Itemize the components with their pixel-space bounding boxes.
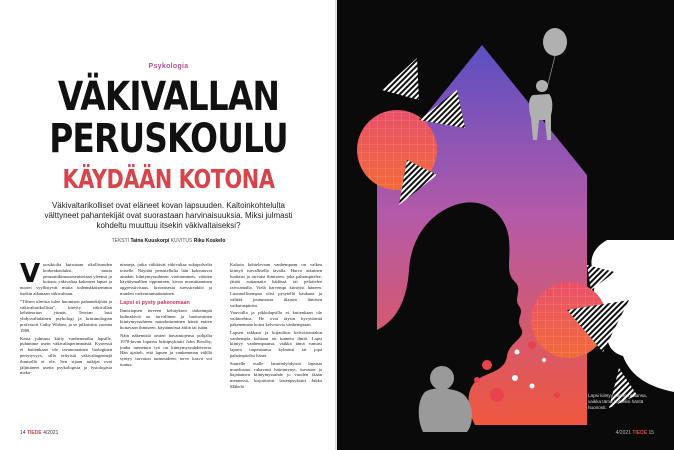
byline-author: Taina Kuuskorpi (130, 238, 170, 244)
issue-number: 4/2021 (43, 430, 59, 436)
dot (512, 375, 518, 381)
dot (542, 358, 546, 362)
byline-illus-label: KUVITUS (170, 238, 193, 244)
magazine-name: TIEDE (26, 430, 42, 436)
body-paragraph: Kesta julmasu kiitty vanhemmilta lapsille, puhumme usein väkivaltaperimmästä. Kyseessä ei kuitenkaan ole tavanomainen biologinen periytyvyys, sillä erityisiä väkivaltageenejä ihmisellä ei ole. Sen sijaan tutkijat ovat jäljittäneet useita psykologisia ja fysiologisia meka- (20, 335, 112, 376)
body-paragraph: Vauvoilla ja pikkulapsilla ei kuitenkaan ole vaihtoehtoa. He ovat täysin kyvyttömiä pakenemaan kotoa kelvotovia vanhempiaan. (230, 310, 322, 327)
headline-line-3: KÄYDÄÄN KOTONA (62, 165, 275, 195)
dot (554, 392, 560, 398)
body-column-2 (120, 262, 212, 370)
dot (490, 388, 504, 402)
striped-triangle (382, 58, 419, 100)
dot (515, 350, 520, 355)
spine-shadow (335, 0, 339, 450)
headline-line-1: VÄKIVALLAN (57, 74, 280, 120)
image-caption: Lapsi kiintyy vanhempaansa, vaikka tämä kohtelisi häntä huonosti. (588, 393, 647, 410)
folio-left (20, 430, 58, 436)
body-paragraph: Lapsen rakkaus ja kiijaulitus kelvottomiakin vanhempia kohtaan on tunnetu ilmiö. Lapsi kiintyy vanhempaansa, vaikka tämä vanuisi lapsen tarpeistansa kylmästi tai jopa pahoinpitelisi häntä. (230, 329, 322, 358)
headline-line-2: PERUSKOULU (49, 116, 288, 162)
body-column-1 (20, 259, 112, 378)
lead-paragraph: Väkivaltarikolliset ovat eläneet kovan lapsuuden. Kaltoinkohtelulta välttyneet pahantekijät ovat suorastaan harvinaisuuksia. Miksi julmasti kohdeltu muuttuu itsekin väkivaltaiseksi? (44, 201, 293, 230)
body-paragraph: Ihmislapsen terveen kehityksen tärkeimpiä kulmakiviä on turvallinen ja luottavainen kiintymyssuhteen muodostuminen häntä eniten hoitavaan ihmiseen, käytännössä äitiin tai isään. (120, 307, 212, 331)
dot (482, 360, 492, 370)
body-column-3 (230, 262, 322, 392)
body-paragraph: Vuosikiolta kutsutaan rikollisuuden korkeakouluksi, mutta perusatiikimuuoseutsetaan yleensä jo kotona: väkivaltaa kokeneet lapset ja nuoret syyllistyvät muita todennäköisemmin itsekin aikanaan väkivaltaan. (20, 259, 112, 296)
page-number: 15 (648, 430, 654, 436)
illustration (337, 0, 674, 450)
body-paragraph: Suurelle osalle laimiinlyödyistä lapsista muodostuu vakavasti häiriintynyt, turvaton ja hajanainen kiintymyssuhde jo vuoden ikään mennessä, kirjoittavat lastenpsykiatri Jukka Mäkelä (230, 360, 322, 389)
issue-number: 4/2021 (615, 430, 631, 436)
dot (528, 341, 536, 349)
subheading: Lapsi ei pysty pakenemaan (120, 299, 190, 306)
drop-cap: V (20, 259, 41, 289)
folio-right (616, 430, 654, 436)
category-label: Psykologia (148, 63, 189, 70)
body-paragraph: Näin näkemistä omien havaintojensa pohjalta 1970-luvun lopussa brittipsykiatri John Bowlby, jonka tunnetuin työ on kiintymyssuhdeteoria. Hän ajatteli, että lapsen ja vanhemman välillä syntyy turvaton tunnesideen, terve kasvu voi tuutua. (120, 332, 212, 367)
page-number: 14 (20, 430, 26, 436)
byline-illustrator: Riku Koskelo (193, 238, 226, 244)
dot (530, 384, 535, 389)
magazine-name: TIEDE (632, 430, 648, 436)
dot (474, 377, 480, 383)
byline-text-label: TEKSTI (111, 238, 130, 244)
body-paragraph: nismeja, jotka välittävät väkivaltaa sukupolvelta toiselle. Näyttää perustellulta liän kokeutuvat ainakin kiintymyssuhteen vioittuminen, väärien käyttäymallien oppiminen, kivun normittaminen aggressiivisuus, kroonisesta stressireaktio ja muiden vaikeuttumattuminen. (120, 262, 212, 296)
body-paragraph: Kaltoin kohtelevaan vanhempaan on vaikea kiintyä turvallisella tavalla. Harva aikuinen luottaisi ja turvaisi ihmiseen, joka pahoinpitelee, jättää auttamatta hädässä tai pelottelee raivoamalla. Vielä harvempi kiintyisi häneen. Luonnollisempaa olisi pysytellä kaukana ja välttää joutumasta tilaisen ihmisen vaikutuspiiriin. (230, 262, 322, 308)
byline (0, 238, 337, 244)
right-page-illustration (337, 0, 674, 450)
child-with-balloon (529, 28, 567, 140)
body-paragraph: ”Tilisen ulreista tulee huomisen pahantekijöitä ja väkivaltarikollisia”, kiteyty väkivallan kehäteoriun ytimäs. Teorian lasti yhdysvaltalainen psykologi ja kriminologian professori Cathy Widom, ja se julkaistiin vuonna 1989. (20, 298, 112, 333)
